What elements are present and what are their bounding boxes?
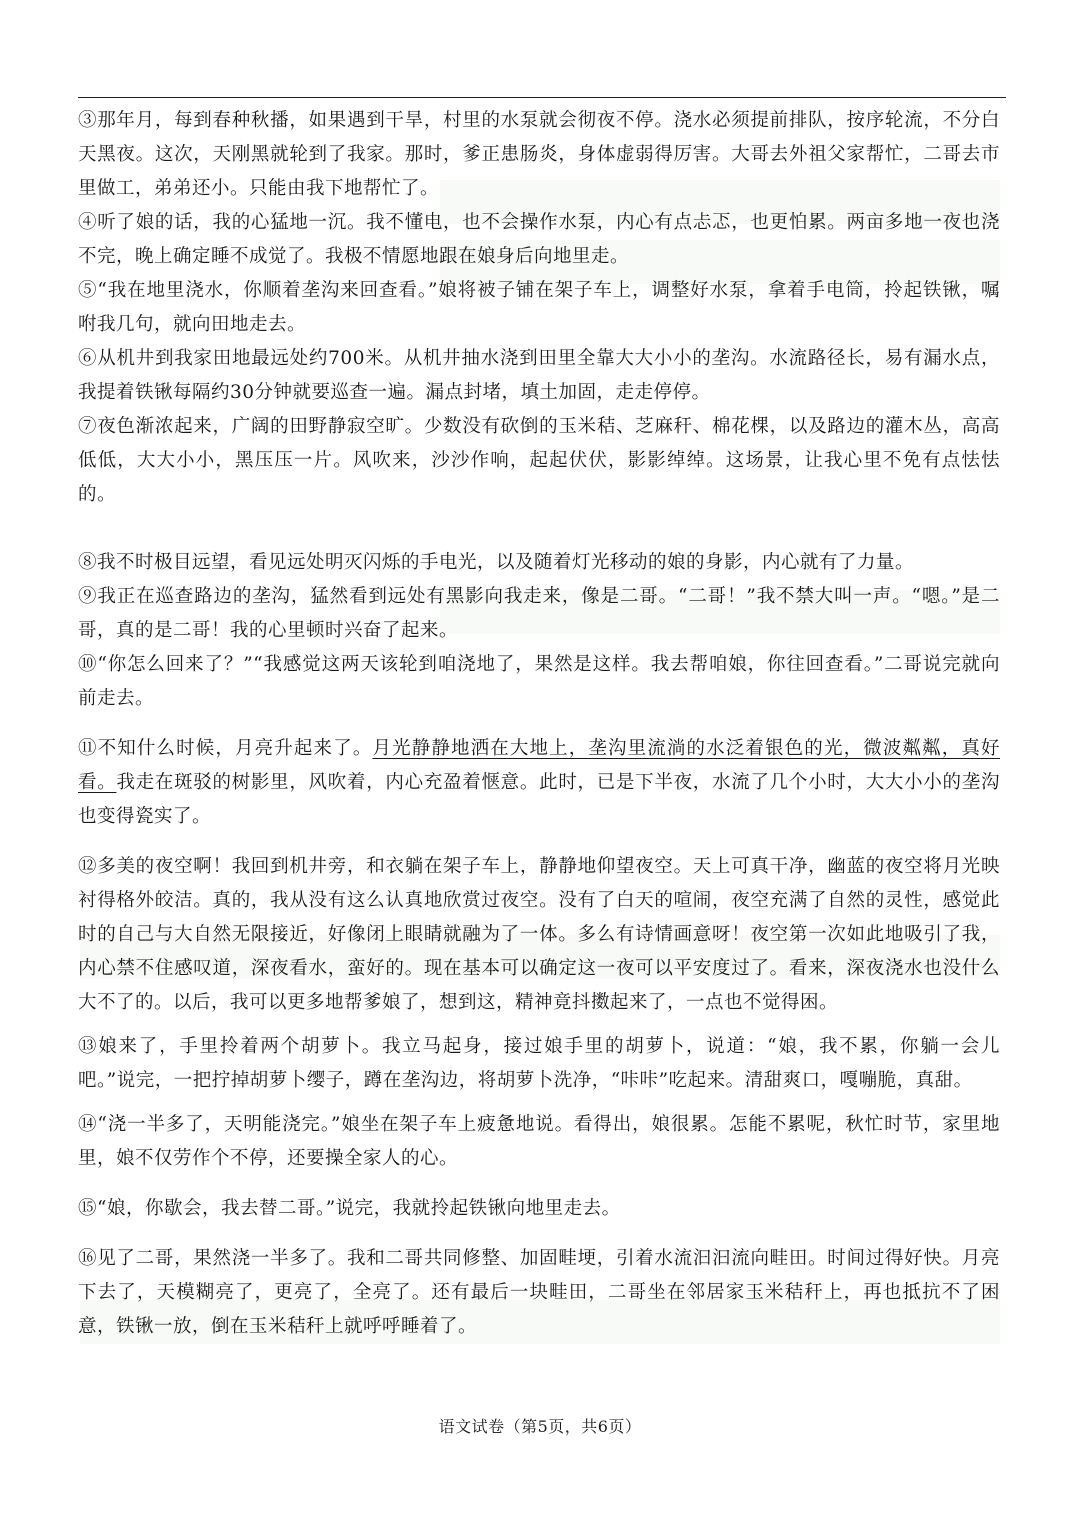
paragraph-14: ⑭“浇一半多了，天明能浇完。”娘坐在架子车上疲惫地说。看得出，娘很累。怎能不累呢，秋忙时节，家里地里，娘不仅劳作个不停，还要操全家人的心。 bbox=[78, 1114, 1000, 1169]
paragraph-3: ③那年月，每到春种秋播，如果遇到干旱，村里的水泵就会彻夜不停。浇水必须提前排队，按序轮流，不分白天黑夜。这次，天刚黑就轮到了我家。那时，爹正患肠炎，身体虚弱得厉害。大哥去外祖父家帮忙，二哥去市里做工，弟弟还小。只能由我下地帮忙了。 bbox=[78, 110, 1000, 199]
paragraph-8: ⑧我不时极目远望，看见远处明灭闪烁的手电光，以及随着灯光移动的娘的身影，内心就有了力量。 bbox=[78, 552, 915, 573]
paragraph-10: ⑩“你怎么回来了？”“我感觉这两天该轮到咱浇地了，果然是这样。我去帮咱娘，你往回查看。”二哥说完就向前走去。 bbox=[78, 654, 1000, 709]
paragraph-15: ⑮“娘，你歇会，我去替二哥。”说完，我就拎起铁锹向地里走去。 bbox=[78, 1198, 621, 1219]
paragraph-11-rest: 我走在斑驳的树影里，风吹着，内心充盈着惬意。此时，已是下半夜，水流了几个小时，大大小小的垄沟也变得瓷实了。 bbox=[78, 772, 1000, 827]
paragraph-16: ⑯见了二哥，果然浇一半多了。我和二哥共同修整、加固畦埂，引着水流汩汩流向畦田。时间过得好快。月亮下去了，天模糊亮了，更亮了，全亮了。还有最后一块畦田，二哥坐在邻居家玉米秸秆上，再也抵抗不了困意，铁锹一放，倒在玉米秸秆上就呼呼睡着了。 bbox=[78, 1248, 1000, 1337]
paragraph-9: ⑨我正在巡查路边的垄沟，猛然看到远处有黑影向我走来，像是二哥。“二哥！”我不禁大叫一声。“嗯。”是二哥，真的是二哥！我的心里顿时兴奋了起来。 bbox=[78, 586, 1000, 641]
paragraph-12: ⑫多美的夜空啊！我回到机井旁，和衣躺在架子车上，静静地仰望夜空。天上可真干净，幽蓝的夜空将月光映衬得格外皎洁。真的，我从没有这么认真地欣赏过夜空。没有了白天的喧闹，夜空充满了自然的灵性，感觉此时的自己与大自然无限接近，好像闭上眼睛就融为了一体。多么有诗情画意呀！夜空第一次如此地吸引了我，内心禁不住感叹道，深夜看水，蛮好的。现在基本可以确定这一夜可以平安度过了。看来，深夜浇水也没什么大不了的。以后，我可以更多地帮爹娘了，想到这，精神竟抖擞起来了，一点也不觉得困。 bbox=[78, 856, 1000, 1013]
underlined-sentence: 月光静静地洒在大地上，垄沟里流淌的水泛着银色的光，微波粼粼，真好看。 bbox=[78, 738, 1000, 793]
paragraph-7: ⑦夜色渐浓起来，广阔的田野静寂空旷。少数没有砍倒的玉米秸、芝麻秆、棉花棵，以及路边的灌木丛，高高低低，大大小小，黑压压一片。风吹来，沙沙作响，起起伏伏，影影绰绰。这场景，让我心里不免有点怯怯的。 bbox=[78, 416, 1000, 505]
page-footer: 语文试卷（第5页，共6页） bbox=[438, 1417, 642, 1436]
paragraph-11 bbox=[78, 732, 1000, 834]
paragraph-5: ⑤“我在地里浇水，你顺着垄沟来回查看。”娘将被子铺在架子车上，调整好水泵，拿着手电筒，拎起铁锹，嘱咐我几句，就向田地走去。 bbox=[78, 280, 1000, 335]
passage-body bbox=[78, 104, 1000, 1344]
paragraph-6: ⑥从机井到我家田地最远处约700米。从机井抽水浇到田里全靠大大小小的垄沟。水流路径长，易有漏水点，我提着铁锹每隔约30分钟就要巡查一遍。漏点封堵，填土加固，走走停停。 bbox=[78, 348, 1000, 403]
paragraph-13: ⑬娘来了，手里拎着两个胡萝卜。我立马起身，接过娘手里的胡萝卜，说道：“娘，我不累，你躺一会儿吧。”说完，一把拧掉胡萝卜缨子，蹲在垄沟边，将胡萝卜洗净，“咔咔”吃起来。清甜爽口，嘎嘣脆，真甜。 bbox=[78, 1036, 1000, 1091]
header-rule bbox=[78, 97, 1006, 98]
paragraph-4: ④听了娘的话，我的心猛地一沉。我不懂电，也不会操作水泵，内心有点忐忑，也更怕累。两亩多地一夜也浇不完，晚上确定睡不成觉了。我极不情愿地跟在娘身后向地里走。 bbox=[78, 212, 1000, 267]
paragraph-11-lead: ⑪不知什么时候，月亮升起来了。 bbox=[78, 738, 373, 759]
